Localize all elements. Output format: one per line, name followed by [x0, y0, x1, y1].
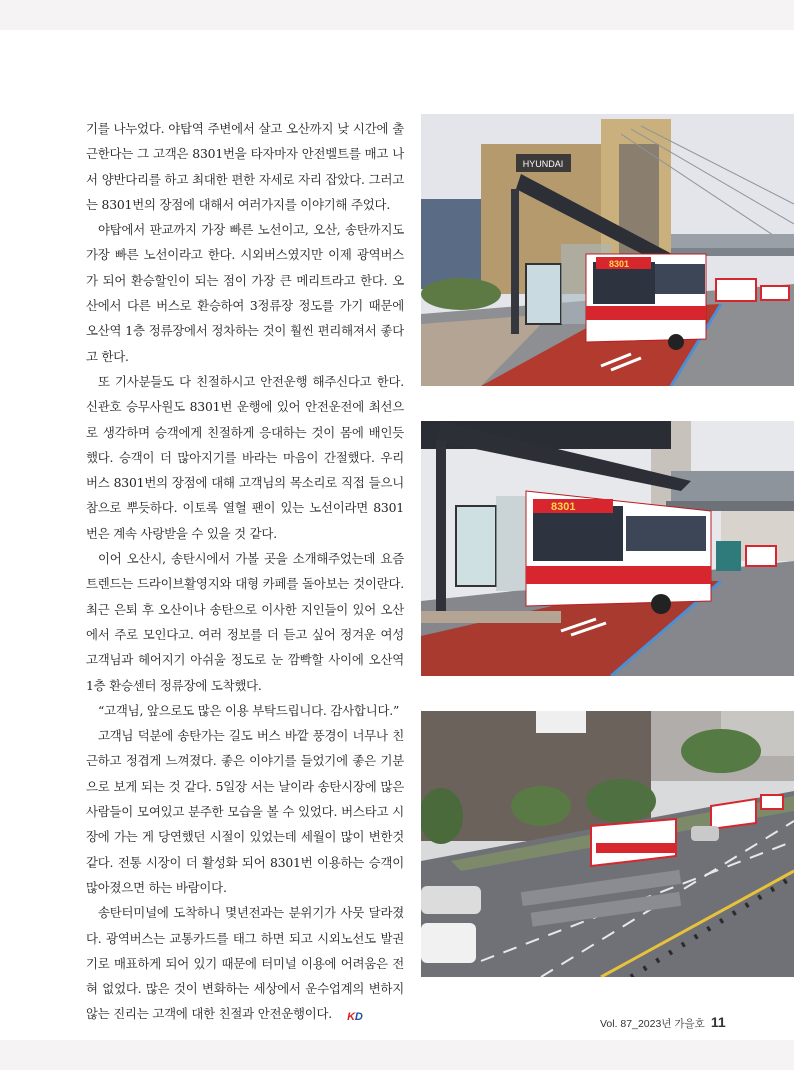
page-footer	[600, 1014, 740, 1034]
photo-street-buses	[421, 711, 794, 977]
paragraph-1: 기를 나누었다. 야탑역 주변에서 살고 오산까지 낮 시간에 출근한다는 그 고객은 8301번을 타자마자 안전벨트를 매고 나서 양반다리를 하고 최대한 편한 자세로 자리 잡았다. 그러고는 8301번의 장점에 대해서 여러가지를 이야기해 주었다.	[86, 121, 404, 212]
quote-paragraph: “고객님, 앞으로도 많은 이용 부탁드립니다. 감사합니다.”	[98, 702, 400, 718]
paragraph-7	[86, 900, 404, 1030]
paragraph-4: 이어 오산시, 송탄시에서 가볼 곳을 소개해주었는데 요즘 트렌드는 드라이브활영지와 대형 카페를 돌아보는 것이란다. 최근 은퇴 후 오산이나 송탄으로 이사한 지인들이 있어 오산에서 주로 모인다고. 여러 정보를 더 듣고 싶어 정겨운 여성 고객님과 헤어지기 아쉬울 정도로 눈 깜빡할 사이에 오산역 1층 환승센터 정류장에 도착했다.	[86, 551, 404, 693]
page-number: 11	[710, 1014, 726, 1030]
bus-route-display: 8301	[609, 259, 630, 269]
article-body	[86, 116, 404, 1031]
photo-bus-at-station	[421, 421, 794, 676]
paragraph-6: 고객님 덕분에 송탄가는 길도 버스 바깥 풍경이 너무나 친근하고 정겹게 느껴졌다. 좋은 이야기를 들었기에 좋은 기분으로 보게 되는 것 같다. 5일장 서는 날이라 송탄시장에 많은 사람들이 모여있고 분주한 모습을 볼 수 있었다. 버스타고 시장에 가는 게 당연했던 시절이 있었는데 세월이 많이 변한것 같다. 전통 시장이 더 활성화 되어 8301번 이용하는 승객이 많아졌으면 하는 바람이다.	[86, 728, 404, 895]
paragraph-3: 또 기사분들도 다 친절하시고 안전운행 해주신다고 한다. 신관호 승무사원도 8301번 운행에 있어 안전운전에 최선으로 생각하며 승객에게 친절하게 응대하는 것이 몸에 배인듯했다. 승객이 더 많아지기를 바라는 마음이 간절했다. 우리 버스 8301번의 장점에 대해 고객님의 목소리로 직접 들으니 참으로 뿌듯하다. 이토록 열혈 팬이 있는 노선이라면 8301번은 계속 사랑받을 수 있을 것 같다.	[86, 373, 404, 541]
kd-logo-icon: KD	[347, 1011, 363, 1024]
bus-route-display-2: 8301	[551, 501, 576, 513]
bottom-band	[0, 1040, 794, 1070]
building-sign: HYUNDAI	[522, 159, 564, 169]
paragraph-2: 야탑에서 판교까지 가장 빠른 노선이고, 오산, 송탄까지도 가장 빠른 노선이라고 한다. 시외버스였지만 이제 광역버스가 되어 환승할인이 되는 점이 가장 큰 메리트라고 한다. 오산에서 다른 버스로 환승하여 3정류장 정도를 가기 때문에 오산역 1층 정류장에서 정차하는 것이 훨씬 편리해져서 좋다고 한다.	[86, 222, 404, 364]
top-band	[0, 0, 794, 30]
issue-label: Vol. 87_2023년 가을호	[600, 1018, 705, 1030]
photo-bus-stop-hyundai	[421, 114, 794, 386]
paragraph-7-text: 송탄터미널에 도착하니 몇년전과는 분위기가 사뭇 달라졌다. 광역버스는 교통카드를 태그 하면 되고 시외노선도 발권기로 매표하게 되어 있기 때문에 터미널 이용에 어려움은 전혀 없었다. 많은 것이 변화하는 세상에서 운수업계의 변하지 않는 진리는 고객에 대한 친절과 안전운행이다.	[86, 905, 404, 1022]
